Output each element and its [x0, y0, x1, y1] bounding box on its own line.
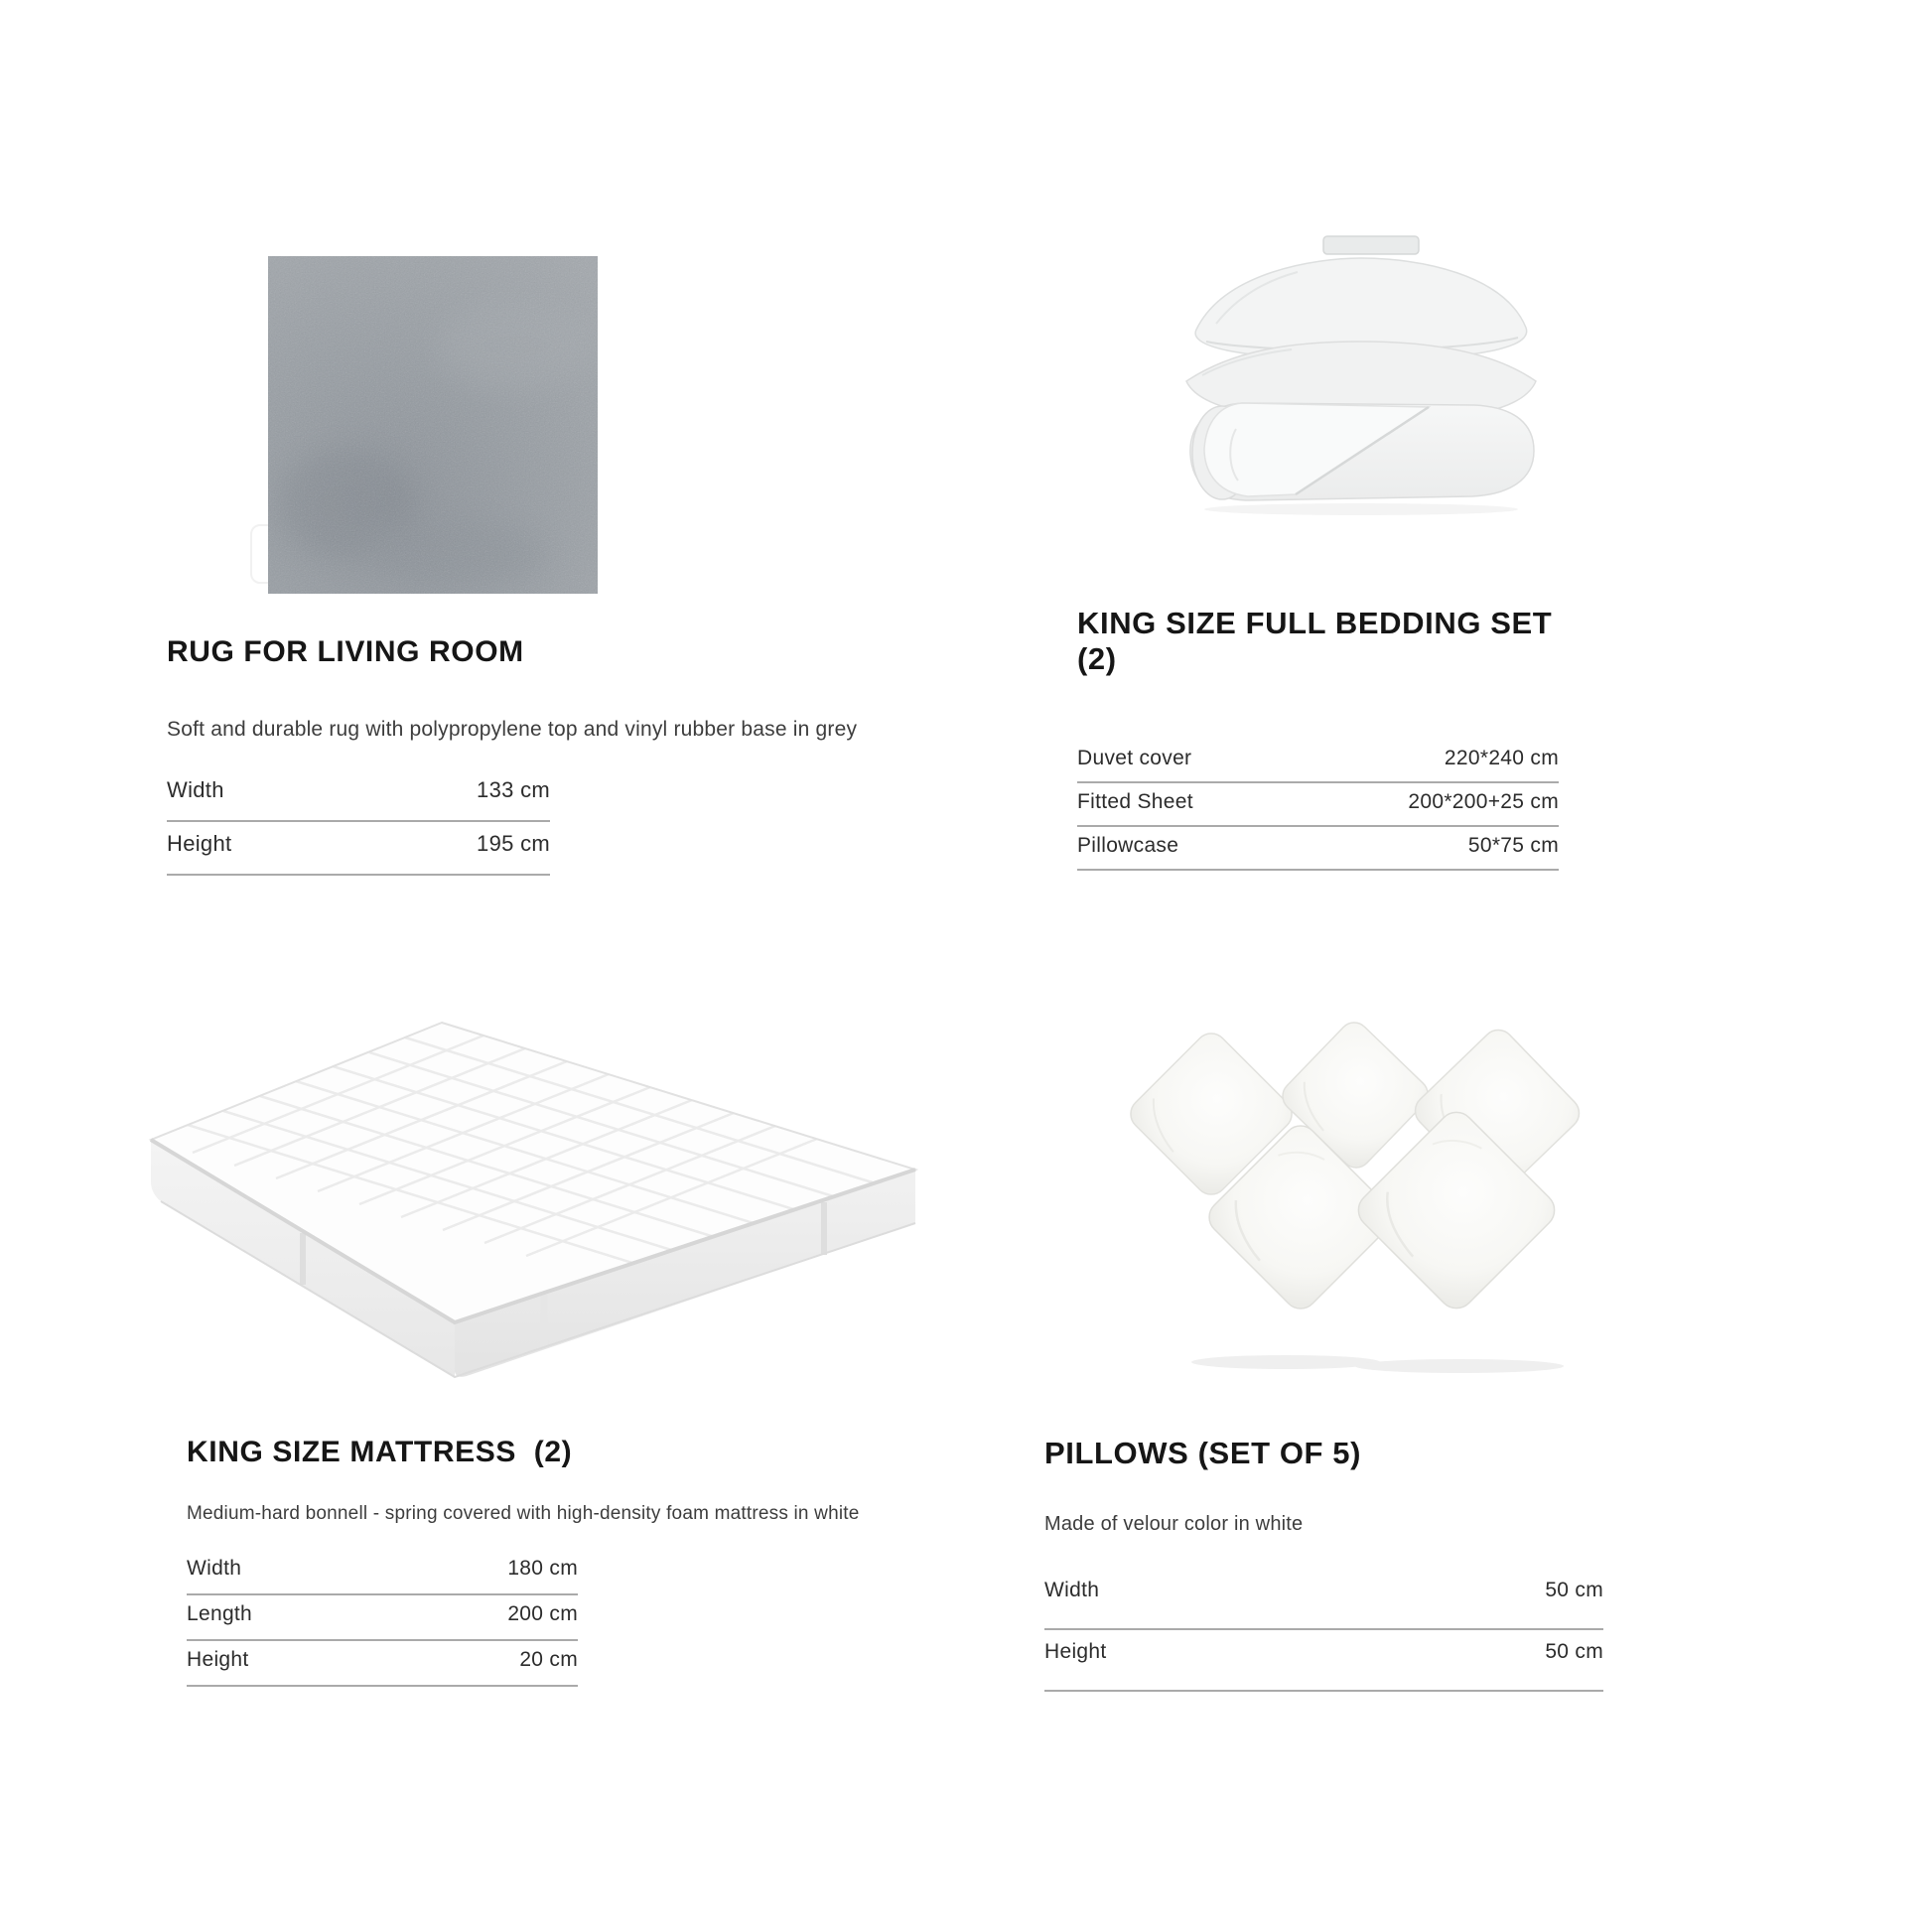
spec-label: Width: [167, 776, 224, 802]
spec-table: [167, 768, 550, 876]
product-description: Medium-hard bonnell - spring covered with high-density foam mattress in white: [187, 1502, 860, 1524]
spec-row: [1044, 1630, 1603, 1692]
product-section-mattress: [187, 1436, 951, 1687]
spec-row: [187, 1641, 578, 1687]
pillow-set-graphic: [1127, 993, 1603, 1385]
product-description: Made of velour color in white: [1044, 1512, 1304, 1535]
spec-table: [187, 1550, 578, 1687]
spec-label: Pillowcase: [1077, 834, 1179, 858]
spec-row: [167, 822, 550, 876]
spec-table: [1077, 740, 1559, 871]
spec-value: 200*200+25 cm: [1408, 790, 1559, 814]
product-description: Soft and durable rug with polypropylene top and vinyl rubber base in grey: [167, 717, 858, 741]
spec-label: Duvet cover: [1077, 747, 1192, 770]
spec-row: [187, 1595, 578, 1641]
bedding-set-image: [1176, 230, 1546, 518]
product-section-bedding-set: [1077, 606, 1562, 871]
spec-value: 220*240 cm: [1444, 747, 1559, 770]
spec-row: [1077, 783, 1559, 827]
product-title: KING SIZE MATTRESS (2): [187, 1436, 573, 1468]
product-title: RUG FOR LIVING ROOM: [167, 635, 524, 668]
rug-image: [268, 256, 598, 594]
quilted-mattress-graphic: [129, 995, 923, 1387]
spec-value: 133 cm: [477, 776, 550, 802]
spec-value: 50 cm: [1545, 1578, 1603, 1601]
bedding-stack-graphic: [1176, 230, 1546, 518]
product-section-rug: [167, 635, 931, 876]
pillows-image: [1127, 993, 1603, 1385]
spec-row: [1044, 1569, 1603, 1630]
spec-table: [1044, 1569, 1603, 1692]
spec-row: [187, 1550, 578, 1595]
product-title: KING SIZE FULL BEDDING SET (2): [1077, 606, 1562, 676]
grey-rug-graphic: [268, 256, 598, 594]
spec-value: 180 cm: [507, 1557, 578, 1581]
spec-label: Fitted Sheet: [1077, 790, 1193, 814]
mattress-image: [129, 995, 923, 1387]
spec-label: Length: [187, 1602, 253, 1626]
spec-label: Width: [187, 1557, 242, 1581]
spec-label: Height: [1044, 1639, 1107, 1663]
spec-value: 195 cm: [477, 830, 550, 856]
spec-value: 50 cm: [1545, 1639, 1603, 1663]
spec-row: [167, 768, 550, 822]
spec-label: Height: [187, 1648, 249, 1672]
spec-value: 200 cm: [507, 1602, 578, 1626]
product-title: PILLOWS (SET OF 5): [1044, 1436, 1362, 1470]
spec-value: 20 cm: [519, 1648, 578, 1672]
spec-row: [1077, 740, 1559, 783]
spec-row: [1077, 827, 1559, 871]
spec-label: Height: [167, 830, 232, 856]
product-section-pillows: [1044, 1436, 1603, 1692]
spec-value: 50*75 cm: [1467, 834, 1559, 858]
spec-label: Width: [1044, 1578, 1100, 1601]
